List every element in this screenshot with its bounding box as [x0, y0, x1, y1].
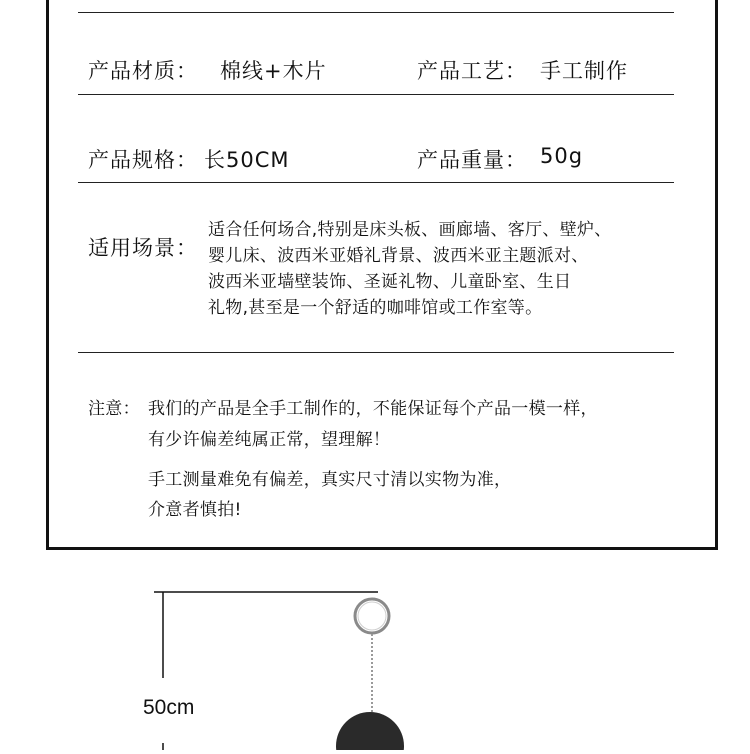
dimension-label: 50cm: [143, 696, 195, 719]
notice-line-4: 介意者慎拍!: [148, 500, 242, 520]
key-ring-highlight: [358, 602, 386, 630]
notice-line-2: 有少许偏差纯属正常，望理解！: [148, 430, 391, 450]
weight-value: 50g: [540, 144, 584, 168]
wooden-disc-icon: [336, 712, 404, 750]
applicable-line-2: 婴儿床、波西米亚婚礼背景、波西米亚主题派对、: [208, 246, 589, 266]
craft-value: 手工制作: [540, 59, 628, 83]
divider-1: [78, 94, 674, 95]
material-label: 产品材质：: [88, 59, 198, 83]
weight-label: 产品重量：: [417, 148, 527, 172]
craft-label: 产品工艺：: [417, 59, 527, 83]
notice-prefix: 注意：: [88, 399, 140, 419]
product-illustration: [0, 560, 750, 750]
applicable-label: 适用场景：: [88, 236, 198, 260]
divider-3: [78, 352, 674, 353]
key-ring-icon: [355, 599, 389, 633]
notice-line-1: 我们的产品是全手工制作的，不能保证每个产品一模一样，: [148, 399, 598, 419]
material-value: 棉线+木片: [220, 59, 327, 83]
applicable-line-4: 礼物,甚至是一个舒适的咖啡馆或工作室等。: [208, 298, 543, 318]
applicable-line-1: 适合任何场合,特别是床头板、画廊墙、客厅、壁炉、: [208, 220, 612, 240]
size-label: 产品规格：: [88, 148, 198, 172]
size-value: 长50CM: [204, 148, 290, 172]
divider-top: [78, 12, 674, 13]
applicable-line-3: 波西米亚墙壁装饰、圣诞礼物、儿童卧室、生日: [208, 272, 572, 292]
divider-2: [78, 182, 674, 183]
notice-line-3: 手工测量难免有偏差，真实尺寸清以实物为准，: [148, 470, 512, 490]
product-figure: [0, 560, 750, 750]
